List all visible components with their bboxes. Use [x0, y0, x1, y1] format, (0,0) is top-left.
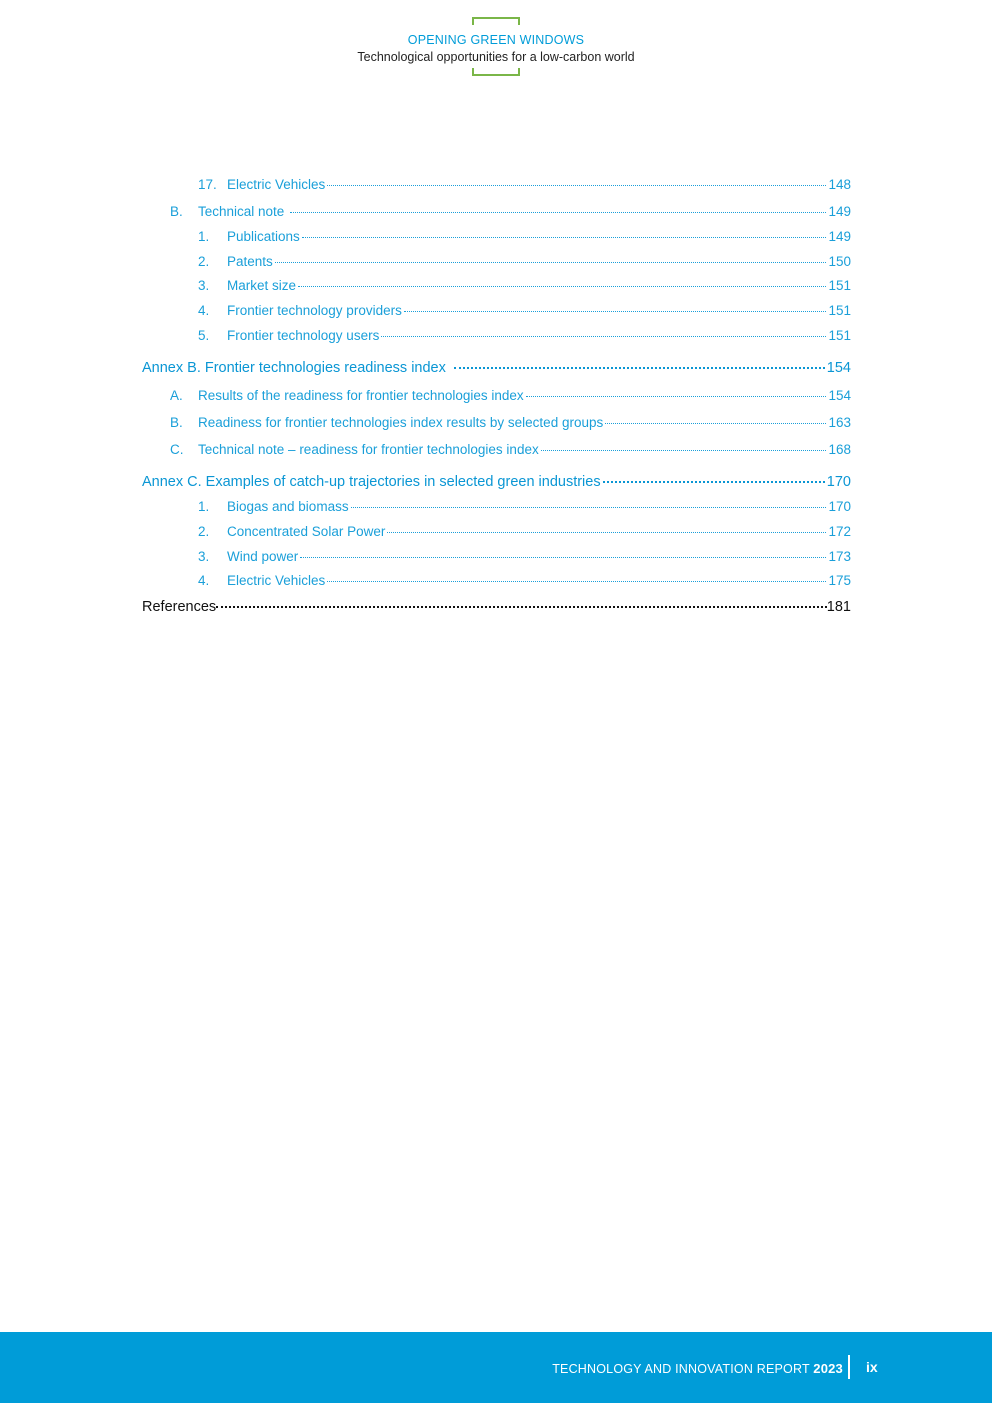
toc-entry-page: 148 [828, 177, 851, 192]
header-bracket-top [472, 17, 520, 25]
toc-entry-page: 154 [828, 388, 851, 403]
toc-entry-number: 1. [198, 499, 210, 514]
toc-entry-biogas-biomass[interactable] [198, 498, 851, 516]
toc-entry-page: 175 [828, 573, 851, 588]
toc-entry-number: C. [170, 442, 184, 457]
toc-entry-label: Market size [227, 278, 297, 293]
toc-entry-annex-c[interactable] [142, 473, 851, 491]
toc-entry-number: 2. [198, 254, 210, 269]
toc-entry-label: Frontier technology providers [227, 303, 402, 318]
toc-leader-dots [605, 423, 826, 424]
footer-report-year: 2023 [813, 1361, 843, 1376]
toc-entry-number: A. [170, 388, 183, 403]
toc-entry-label: Concentrated Solar Power [227, 524, 386, 539]
toc-entry-page: 149 [828, 229, 851, 244]
toc-leader-dots [404, 311, 827, 312]
toc-entry-technical-note[interactable] [170, 203, 851, 221]
toc-entry-number: B. [170, 204, 183, 219]
toc-entry-references[interactable] [142, 598, 851, 616]
toc-leader-dots [454, 367, 825, 369]
toc-entry-publications[interactable] [198, 228, 851, 246]
toc-leader-dots [300, 557, 826, 558]
toc-entry-label: References [142, 599, 217, 615]
toc-entry-label: Electric Vehicles [227, 573, 326, 588]
toc-leader-dots [290, 212, 826, 213]
toc-entry-page: 149 [828, 204, 851, 219]
toc-leader-dots [526, 396, 827, 397]
toc-entry-label: Electric Vehicles [227, 177, 326, 192]
toc-entry-number: 17. [198, 177, 217, 192]
toc-entry-annex-b[interactable] [142, 359, 851, 377]
toc-entry-page: 170 [826, 474, 851, 490]
toc-leader-dots [275, 262, 827, 263]
toc-entry-page: 150 [828, 254, 851, 269]
toc-entry-number: 5. [198, 328, 210, 343]
toc-entry-electric-vehicles-17[interactable] [198, 176, 851, 194]
footer-report-title [552, 1361, 843, 1376]
toc-entry-results-readiness-index[interactable] [170, 387, 851, 405]
toc-leader-dots [351, 507, 827, 508]
footer-page-number: ix [866, 1359, 878, 1375]
toc-entry-label: Wind power [227, 549, 299, 564]
toc-entry-label: Frontier technology users [227, 328, 380, 343]
toc-leader-dots [327, 185, 826, 186]
toc-entry-label: Annex C. Examples of catch-up trajectories in selected green industries [142, 474, 601, 490]
toc-entry-number: 3. [198, 278, 210, 293]
toc-entry-number: 4. [198, 303, 210, 318]
footer-separator [848, 1355, 850, 1379]
toc-entry-number: 3. [198, 549, 210, 564]
toc-entry-page: 173 [828, 549, 851, 564]
toc-entry-label: Biogas and biomass [227, 499, 349, 514]
toc-entry-label: Technical note – readiness for frontier technologies index [198, 442, 539, 457]
toc-entry-concentrated-solar-power[interactable] [198, 523, 851, 541]
page-footer [0, 1332, 992, 1403]
toc-entry-market-size[interactable] [198, 277, 851, 295]
toc-entry-wind-power[interactable] [198, 548, 851, 566]
toc-entry-patents[interactable] [198, 253, 851, 271]
toc-entry-label: Technical note [198, 204, 285, 219]
toc-leader-dots [216, 606, 827, 608]
toc-entry-page: 151 [828, 328, 851, 343]
toc-entry-page: 170 [828, 499, 851, 514]
toc-entry-label: Patents [227, 254, 273, 269]
toc-entry-page: 154 [826, 360, 851, 376]
footer-report-name: TECHNOLOGY AND INNOVATION REPORT [552, 1362, 810, 1376]
toc-leader-dots [603, 481, 825, 483]
toc-entry-frontier-technology-users[interactable] [198, 327, 851, 345]
toc-entry-page: 151 [828, 278, 851, 293]
toc-leader-dots [302, 237, 827, 238]
toc-leader-dots [298, 286, 826, 287]
toc-entry-page: 151 [828, 303, 851, 318]
toc-entry-page: 172 [828, 524, 851, 539]
toc-leader-dots [327, 581, 826, 582]
page-header [0, 0, 992, 90]
toc-entry-technical-note-readiness[interactable] [170, 441, 851, 459]
toc-entry-label: Results of the readiness for frontier technologies index [198, 388, 524, 403]
header-title: OPENING GREEN WINDOWS [407, 33, 585, 47]
header-bracket-bottom [472, 68, 520, 76]
header-subtitle: Technological opportunities for a low-carbon world [357, 50, 635, 64]
toc-leader-dots [387, 532, 826, 533]
toc-entry-label: Readiness for frontier technologies index results by selected groups [198, 415, 604, 430]
toc-entry-frontier-technology-providers[interactable] [198, 302, 851, 320]
toc-entry-label: Publications [227, 229, 300, 244]
toc-entry-page: 168 [828, 442, 851, 457]
toc-leader-dots [381, 336, 826, 337]
toc-entry-electric-vehicles-4[interactable] [198, 572, 851, 590]
toc-entry-number: B. [170, 415, 183, 430]
toc-entry-readiness-by-groups[interactable] [170, 414, 851, 432]
toc-entry-page: 181 [826, 599, 851, 615]
toc-entry-number: 2. [198, 524, 210, 539]
toc-entry-page: 163 [828, 415, 851, 430]
toc-entry-label: Annex B. Frontier technologies readiness index [142, 360, 446, 376]
toc-entry-number: 1. [198, 229, 210, 244]
toc-entry-number: 4. [198, 573, 210, 588]
toc-leader-dots [541, 450, 827, 451]
